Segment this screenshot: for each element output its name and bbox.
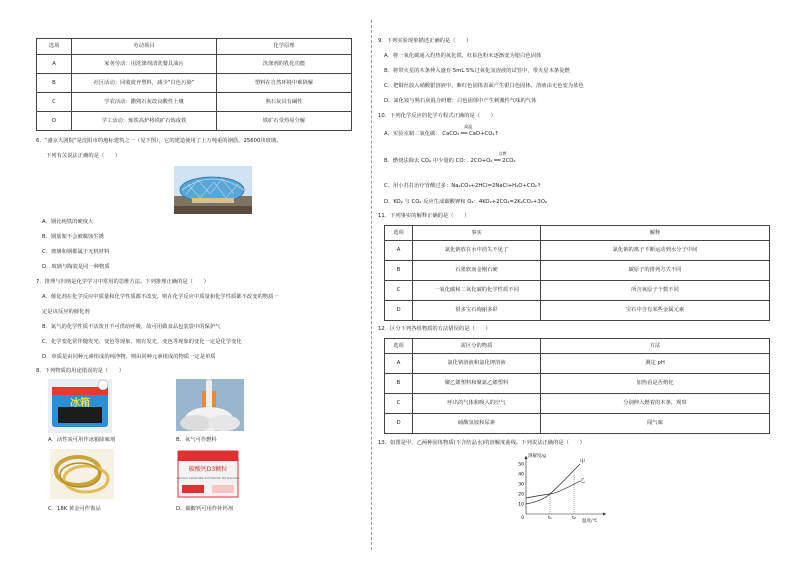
table-cell: 加热看是否熔化 (541, 374, 770, 394)
series-line (526, 464, 580, 504)
option-8d: D．碳酸钙可用作补钙剂 (176, 506, 234, 512)
table-cell: 所含氧原子个数不同 (541, 281, 770, 301)
table-row (37, 112, 352, 131)
table-cell: 学工活动：炼铁高炉将铁矿石炼成铁 (72, 112, 217, 131)
labor-table (36, 38, 352, 131)
package-2-subtitle: Calcium Carbonate and Vitamin D3 Granules (176, 476, 240, 480)
series-line (526, 481, 580, 498)
y-axis-label: 溶解度/g (528, 454, 546, 459)
option-6d: D．玻璃与陶瓷是同一种物质 (42, 264, 110, 270)
option-10a-label: A．实验室制二氧化碳： (384, 131, 441, 137)
table-row (385, 374, 770, 394)
table-cell: D (385, 301, 413, 321)
facts-table (384, 225, 770, 321)
rocket-illustration (176, 379, 244, 431)
table-cell: A (37, 55, 72, 74)
option-7a-cont: 定是该反应的催化剂 (42, 309, 90, 315)
equation-text: CaCO₃ ══ CaO+CO₂↑ (442, 131, 499, 137)
option-8a: A．活性炭可用作冰箱除味剂 (48, 437, 116, 443)
question-6-stem: 6．“盛京大剧院”是沈阳市的地标建筑之一（见下图），它的建造使用了上万吨重的钢筋，25600块玻璃。 (36, 138, 282, 144)
question-6-prompt: 下列有关说法正确的是（ ） (46, 153, 121, 159)
origin-label: 0 (521, 516, 524, 521)
option-10a (384, 124, 499, 137)
table-cell: 学农活动：撒熟石灰改良酸性土壤 (72, 93, 217, 112)
option-9a: A．将一氧化碳通入灼热的氧化铁，红棕色粉末逐渐变为银白色固体 (384, 53, 542, 59)
table-cell: B (385, 374, 413, 394)
charcoal-package-illustration (48, 379, 112, 433)
table-cell: 氯化钠放在水中消失不见了 (413, 241, 541, 261)
option-9b: B．将带火星的木条伸入盛有 5mL 5%过氧化氢溶液的试管中，带火星木条复燃 (384, 68, 570, 74)
header-cell: 方法 (541, 339, 770, 354)
table-row (385, 261, 770, 281)
table-cell: 一氧化碳和二氧化碳的化学性质不同 (413, 281, 541, 301)
header-cell: 选项 (385, 339, 413, 354)
column-divider (371, 20, 372, 550)
package-1-text: 冰箱 (70, 398, 90, 409)
option-6c: C．玻璃和钢都属于无机材料 (42, 249, 110, 255)
table-cell: 铁矿石受热易分解 (217, 112, 352, 131)
bracelet-illustration (50, 449, 114, 499)
option-8c: C．18K 黄金可作饰品 (48, 506, 101, 512)
table-cell: C (385, 281, 413, 301)
equation-10a (442, 124, 499, 137)
header-cell: 选项 (385, 226, 413, 241)
option-8b: B．氧气可作燃料 (176, 437, 217, 443)
table-cell: B (37, 74, 72, 93)
table-cell: A (385, 241, 413, 261)
table-row (385, 241, 770, 261)
table-cell: 呼出的气体和吸入的空气 (413, 394, 541, 414)
table-cell: D (37, 112, 72, 131)
header-cell: 化学原理 (217, 39, 352, 55)
question-12-stem: 12．区分下列各组物质的方法错误的是（ ） (378, 326, 491, 332)
distinguish-table (384, 338, 770, 434)
table-cell: 家务劳动：用洗涤剂清洗餐具油污 (72, 55, 217, 74)
table-cell: 硫酸氢铵和尿素 (413, 414, 541, 434)
x-axis-arrow (603, 513, 606, 516)
option-10b (384, 151, 516, 164)
table-cell: 洗涤剂的乳化功能 (217, 55, 352, 74)
table-cell: 宝石中含有某些金属元素 (541, 301, 770, 321)
question-7-stem: 7．推理与归纳是化学学习中常用的思维方法。下列推理正确的是（ ） (36, 279, 209, 285)
header-cell: 需区分的物质 (413, 339, 541, 354)
header-cell: 事实 (413, 226, 541, 241)
equation-10b (470, 151, 516, 164)
table-row (385, 354, 770, 374)
y-tick-label: 40 (518, 472, 524, 478)
x-axis-label: 温度/℃ (582, 519, 598, 524)
option-6a: A．钢比纯铁的硬度大 (42, 219, 94, 225)
table-cell: 碳原子的排列方式不同 (541, 261, 770, 281)
table-row (385, 394, 770, 414)
y-tick-label: 10 (518, 502, 524, 508)
table-header-row (385, 226, 770, 241)
charcoal-deodorant-image (48, 379, 112, 433)
table-row (385, 281, 770, 301)
table-cell: D (385, 414, 413, 434)
option-6b: B．钢筋架不会被腐蚀生锈 (42, 234, 104, 240)
header-cell: 选项 (37, 39, 72, 55)
option-9c: C．把铜丝放入硝酸银溶液中，紫红色固体表面产生银白色固体，溶液由无色变为蓝色 (384, 83, 584, 89)
series-label: 甲 (580, 459, 586, 465)
solubility-chart (510, 452, 610, 524)
table-cell: C (37, 93, 72, 112)
theatre-illustration (174, 166, 252, 214)
calcium-box-illustration (176, 447, 240, 501)
table-cell: 塑料在自然环境中难降解 (217, 74, 352, 93)
reaction-condition: 高温 (464, 124, 473, 129)
table-row (385, 301, 770, 321)
x-tick-label: t₁ (548, 516, 552, 521)
chart-ticks (518, 462, 576, 522)
table-cell: 熟石灰具有碱性 (217, 93, 352, 112)
series-label: 乙 (580, 478, 586, 484)
solubility-chart-svg (510, 452, 610, 524)
question-9-stem: 9．下列实验现象描述正确的是（ ） (378, 38, 472, 44)
option-10d: D．KO₂ 与 CO₂ 反应生成碳酸钾和 O₂：4KO₂+2CO₂=2K₂CO₃+3O₂ (384, 199, 547, 205)
table-row (37, 74, 352, 93)
question-10-stem: 10．下列化学反应的化学方程式正确的是（ ） (378, 113, 496, 119)
table-cell: 很多宝石绚丽多彩 (413, 301, 541, 321)
rocket-launch-image (176, 379, 244, 431)
grand-theatre-image (174, 166, 252, 214)
option-7c: C．化学变化常伴随发光、变色等现象，则有发光、变色等现象的变化一定是化学变化 (42, 339, 242, 345)
option-7d: D．单质是由同种元素组成的纯净物，则由同种元素组成的物质一定是单质 (42, 354, 216, 360)
option-9d: D．氯化铵与熟石灰混合研磨：白色固体中产生刺激性气味的气体 (384, 98, 537, 104)
table-cell: A (385, 354, 413, 374)
option-10b-label: B．燃烧法除去 CO₂ 中少量的 CO： (384, 158, 469, 164)
table-cell: C (385, 394, 413, 414)
question-13-stem: 13．如图是甲、乙两种固体物质(不含结晶水)的溶解度曲线。下列说法正确的是（ ） (378, 440, 585, 446)
question-11-stem: 11．下列事实的解释正确的是（ ） (378, 213, 470, 219)
package-2-text: 碳酸钙D3颗粒 (188, 466, 228, 473)
table-cell: 分别伸入燃着的木条，观察 (541, 394, 770, 414)
gold-bracelet-image (50, 449, 114, 499)
chart-series (526, 458, 585, 504)
y-tick-label: 20 (518, 492, 524, 498)
table-cell: 社区活动：回收废弃塑料，减少“白色污染” (72, 74, 217, 93)
question-8-stem: 8．下列物质的用途错误的是（ ） (36, 368, 125, 374)
table-header-row (385, 339, 770, 354)
reaction-condition: 点燃 (498, 151, 507, 156)
table-cell: 聚乙烯塑料和聚氯乙烯塑料 (413, 374, 541, 394)
y-tick-label: 50 (518, 462, 524, 468)
table-row (37, 55, 352, 74)
option-7b: B．氮气的化学性质不活泼且不可供给呼吸，故可用做食品包装袋中的保护气 (42, 324, 221, 330)
table-cell: 测定 pH (541, 354, 770, 374)
header-cell: 解释 (541, 226, 770, 241)
table-row (385, 414, 770, 434)
table-row (37, 93, 352, 112)
y-tick-label: 30 (518, 482, 524, 488)
equation-text: 2CO+O₂ ══ 2CO₂ (470, 158, 516, 164)
table-cell: 氯化钠溶液和氯化钾溶液 (413, 354, 541, 374)
option-7a: A．催化剂在化学反应中质量和化学性质都不改变，则在化学反应中质量和化学性质都不改变的物质一 (42, 294, 279, 300)
header-cell: 劳动项目 (72, 39, 217, 55)
table-cell: 石墨软而金刚石硬 (413, 261, 541, 281)
option-10c: C．用小苏打治疗胃酸过多：Na₂CO₃+2HCl=2NaCl+H₂O+CO₂↑ (384, 183, 542, 189)
x-tick-label: t₂ (572, 516, 576, 521)
table-header-row (37, 39, 352, 55)
table-cell: B (385, 261, 413, 281)
table-cell: 闻气味 (541, 414, 770, 434)
calcium-granules-image (176, 447, 240, 501)
table-cell: 氯化钠的离子不断运动到水分子中间 (541, 241, 770, 261)
